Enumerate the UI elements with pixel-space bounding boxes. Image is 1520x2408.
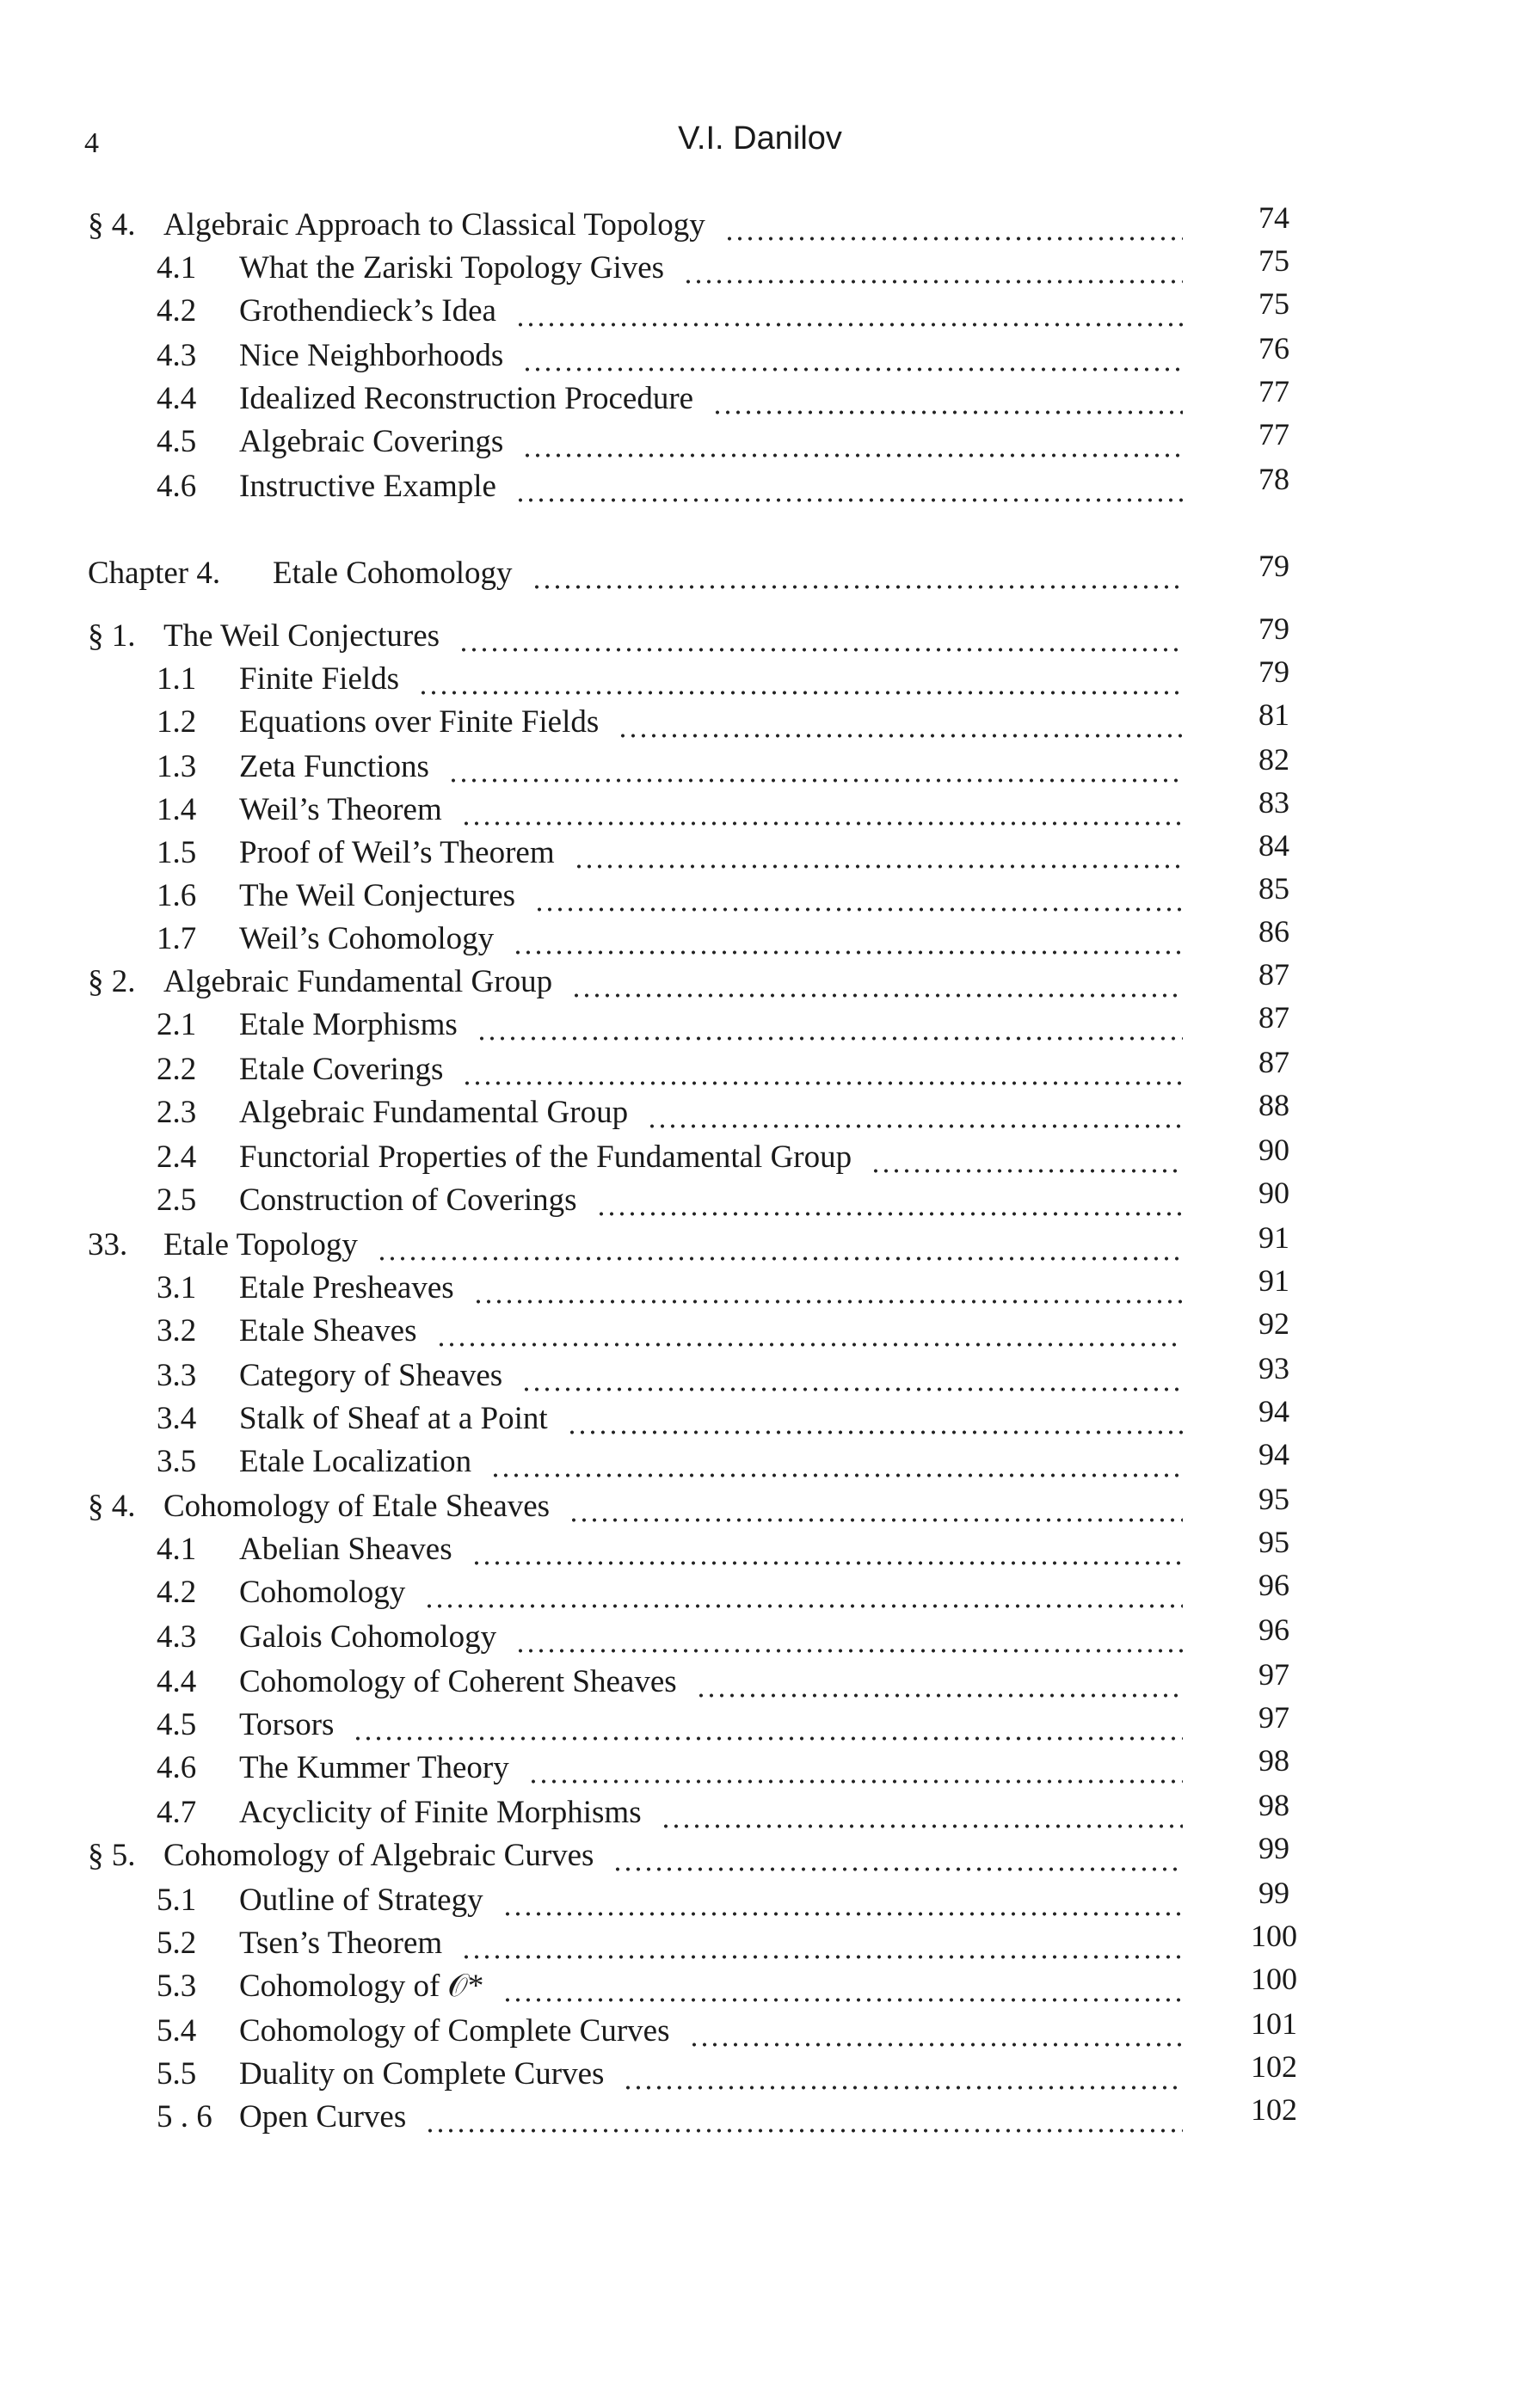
toc-entry-number: 2.1 (157, 1007, 197, 1042)
toc-entry-title: Etale Presheaves (239, 1270, 454, 1305)
toc-entry (0, 286, 1520, 335)
toc-dot-leader (623, 2086, 1183, 2090)
toc-entry-title: Tsen’s Theorem (239, 1926, 443, 1961)
toc-page-number: 102 (1251, 2092, 1297, 2127)
toc-entry-number: 3.5 (157, 1444, 197, 1479)
toc-dot-leader (618, 734, 1183, 738)
toc-page-number: 81 (1258, 697, 1289, 732)
toc-entry (0, 1088, 1520, 1137)
toc-entry-title: The Weil Conjectures (239, 878, 516, 913)
toc-entry-number: 4.4 (157, 1664, 197, 1699)
running-head: V.I. Danilov (678, 120, 842, 157)
toc-dot-leader (490, 1473, 1183, 1477)
toc-entry-number: 1.5 (157, 835, 197, 870)
toc-entry-number: 4.3 (157, 1619, 197, 1655)
toc-entry-number: 1.3 (157, 749, 197, 784)
toc-entry (0, 417, 1520, 466)
toc-dot-leader (458, 648, 1183, 652)
toc-dot-leader (515, 322, 1183, 327)
toc-entry-title: Duality on Complete Curves (239, 2056, 605, 2092)
toc-dot-leader (647, 1124, 1183, 1128)
toc-entry-number: 4.1 (157, 250, 197, 286)
toc-page-number: 79 (1258, 549, 1289, 583)
toc-entry-number: 1.1 (157, 661, 197, 697)
toc-dot-leader (522, 367, 1183, 372)
toc-entry-title: Cohomology of Algebraic Curves (163, 1838, 594, 1873)
toc-entry-title: Etale Sheaves (239, 1313, 417, 1348)
toc-dot-leader (567, 1430, 1183, 1434)
toc-page-number: 78 (1258, 462, 1289, 496)
toc-entry-number: 4.5 (157, 1707, 197, 1742)
toc-page-number: 95 (1258, 1482, 1289, 1516)
toc-entry-number: 5.1 (157, 1883, 197, 1918)
toc-entry-title: Nice Neighborhoods (239, 338, 504, 373)
toc-page-number: 97 (1258, 1700, 1289, 1735)
toc-entry-title: Galois Cohomology (239, 1619, 497, 1655)
toc-entry-number: 3.2 (157, 1313, 197, 1348)
toc-entry-title: What the Zariski Topology Gives (239, 250, 665, 286)
toc-entry-number: 5.4 (157, 2013, 197, 2049)
toc-page-number: 90 (1258, 1133, 1289, 1167)
toc-entry (0, 1437, 1520, 1486)
toc-entry (0, 1743, 1520, 1792)
toc-dot-leader (521, 1387, 1183, 1391)
toc-page-number: 98 (1258, 1788, 1289, 1822)
toc-dot-leader (461, 821, 1183, 826)
toc-entry-number: 3.3 (157, 1358, 197, 1393)
toc-entry-number: 3.1 (157, 1270, 197, 1305)
toc-page-number: 101 (1251, 2006, 1297, 2041)
toc-entry-number: 1.4 (157, 792, 197, 827)
toc-entry-number: § 1. (88, 618, 136, 654)
toc-entry-number: 5 . 6 (157, 2099, 212, 2135)
toc-dot-leader (683, 280, 1183, 284)
toc-page-number: 100 (1251, 1962, 1297, 1996)
toc-entry-title: Zeta Functions (239, 749, 429, 784)
toc-entry-number: 1.6 (157, 878, 197, 913)
toc-page-number: 88 (1258, 1088, 1289, 1122)
toc-page-number: 97 (1258, 1657, 1289, 1692)
toc-page-number: 87 (1258, 1045, 1289, 1079)
toc-dot-leader (712, 410, 1183, 415)
toc-entry-number: 3.4 (157, 1401, 197, 1436)
toc-entry-title: Proof of Weil’s Theorem (239, 835, 555, 870)
toc-entry-number: 2.4 (157, 1140, 197, 1175)
toc-entry-title: Algebraic Approach to Classical Topology (163, 207, 705, 243)
toc-entry-number: 4.4 (157, 381, 197, 416)
toc-page-number: 87 (1258, 957, 1289, 992)
toc-page-number: 83 (1258, 785, 1289, 820)
toc-entry-title: Etale Topology (163, 1227, 358, 1262)
toc-page-number: 94 (1258, 1437, 1289, 1471)
toc-page-number: 74 (1258, 200, 1289, 235)
toc-entry-number: 2.2 (157, 1052, 197, 1087)
toc-entry (0, 549, 1520, 598)
toc-entry-title: Cohomology (239, 1575, 406, 1610)
toc-dot-leader (612, 1867, 1183, 1871)
toc-entry-title: Algebraic Coverings (239, 424, 504, 459)
toc-entry-title: Cohomology of Complete Curves (239, 2013, 670, 2049)
toc-page-number: 75 (1258, 286, 1289, 321)
toc-entry-title: Open Curves (239, 2099, 407, 2135)
toc-dot-leader (574, 864, 1183, 869)
toc-dot-leader (473, 1299, 1183, 1304)
toc-entry-title: Category of Sheaves (239, 1358, 503, 1393)
toc-entry-number: 5.2 (157, 1926, 197, 1961)
toc-dot-leader (596, 1212, 1183, 1216)
toc-page-number: 77 (1258, 374, 1289, 408)
toc-dot-leader (377, 1256, 1183, 1261)
toc-page-number: 91 (1258, 1220, 1289, 1255)
toc-entry (0, 1568, 1520, 1617)
toc-dot-leader (871, 1169, 1183, 1173)
toc-entry (0, 1176, 1520, 1225)
toc-dot-leader (571, 993, 1183, 998)
toc-entry-title: Etale Cohomology (273, 556, 513, 591)
toc-page-number: 99 (1258, 1876, 1289, 1910)
toc-page-number: 90 (1258, 1176, 1289, 1210)
toc-entry-title: Cohomology of Coherent Sheaves (239, 1664, 677, 1699)
toc-dot-leader (724, 236, 1183, 241)
toc-dot-leader (448, 778, 1183, 783)
toc-entry-title: Construction of Coverings (239, 1182, 577, 1218)
toc-entry-number: 5.3 (157, 1969, 197, 2004)
toc-entry-title: Algebraic Fundamental Group (163, 964, 553, 999)
toc-page-number: 85 (1258, 871, 1289, 906)
toc-page-number: 79 (1258, 654, 1289, 689)
toc-entry-title: Etale Localization (239, 1444, 472, 1479)
toc-entry-number: Chapter 4. (88, 556, 221, 591)
toc-entry-title: Cohomology of 𝒪* (239, 1969, 484, 2004)
toc-page-number: 95 (1258, 1525, 1289, 1559)
toc-page-number: 77 (1258, 417, 1289, 452)
toc-entry-title: Weil’s Theorem (239, 792, 442, 827)
toc-entry-title: Etale Morphisms (239, 1007, 458, 1042)
toc-entry-number: 4.5 (157, 424, 197, 459)
toc-page-number: 94 (1258, 1394, 1289, 1428)
toc-dot-leader (477, 1036, 1183, 1041)
toc-entry (0, 1306, 1520, 1355)
toc-page-number: 76 (1258, 331, 1289, 366)
toc-dot-leader (534, 907, 1183, 912)
toc-entry (0, 462, 1520, 511)
toc-entry-number: 33. (88, 1227, 128, 1262)
toc-dot-leader (425, 2128, 1183, 2133)
toc-entry-number: 4.2 (157, 1575, 197, 1610)
toc-entry-title: Idealized Reconstruction Procedure (239, 381, 694, 416)
toc-dot-leader (515, 1649, 1183, 1653)
toc-entry (0, 1962, 1520, 2011)
toc-page-number: 102 (1251, 2049, 1297, 2084)
toc-entry-number: 4.3 (157, 338, 197, 373)
toc-entry-number: 4.7 (157, 1795, 197, 1830)
toc-page-number: 82 (1258, 742, 1289, 777)
toc-dot-leader (689, 2042, 1183, 2047)
toc-entry-title: Algebraic Fundamental Group (239, 1095, 629, 1130)
toc-entry-number: 5.5 (157, 2056, 197, 2092)
toc-entry-title: Equations over Finite Fields (239, 704, 600, 740)
toc-entry-title: Grothendieck’s Idea (239, 293, 496, 329)
toc-dot-leader (513, 950, 1183, 955)
toc-entry-title: The Kummer Theory (239, 1750, 509, 1785)
page-header (0, 120, 1520, 163)
toc-dot-leader (424, 1604, 1183, 1608)
toc-dot-leader (522, 453, 1183, 458)
toc-entry-title: Acyclicity of Finite Morphisms (239, 1795, 642, 1830)
toc-dot-leader (471, 1561, 1183, 1565)
toc-entry-title: Outline of Strategy (239, 1883, 483, 1918)
toc-entry-title: Instructive Example (239, 469, 496, 504)
toc-page-number: 79 (1258, 611, 1289, 646)
toc-entry-title: Abelian Sheaves (239, 1532, 452, 1567)
toc-page-number: 96 (1258, 1612, 1289, 1647)
toc-page-number: 86 (1258, 914, 1289, 949)
toc-entry-number: 1.7 (157, 921, 197, 956)
toc-dot-leader (353, 1736, 1183, 1741)
toc-dot-leader (462, 1081, 1183, 1085)
toc-entry-number: 1.2 (157, 704, 197, 740)
toc-page-number: 75 (1258, 243, 1289, 278)
toc-entry-number: 4.2 (157, 293, 197, 329)
toc-page-number: 100 (1251, 1919, 1297, 1953)
toc-entry-number: 4.6 (157, 469, 197, 504)
toc-dot-leader (569, 1518, 1183, 1522)
toc-entry-title: The Weil Conjectures (163, 618, 440, 654)
toc-entry-title: Cohomology of Etale Sheaves (163, 1489, 551, 1524)
toc-dot-leader (502, 1998, 1183, 2002)
toc-dot-leader (528, 1779, 1183, 1784)
toc-page-number: 84 (1258, 828, 1289, 863)
toc-page-number: 98 (1258, 1743, 1289, 1778)
page-number: 4 (84, 127, 99, 159)
toc-entry (0, 1612, 1520, 1662)
toc-entry-title: Etale Coverings (239, 1052, 444, 1087)
toc-entry-title: Torsors (239, 1707, 335, 1742)
toc-entry-number: 4.6 (157, 1750, 197, 1785)
toc-page-number: 93 (1258, 1351, 1289, 1385)
toc-entry-number: § 5. (88, 1838, 136, 1873)
toc-dot-leader (696, 1693, 1183, 1698)
toc-entry-title: Stalk of Sheaf at a Point (239, 1401, 548, 1436)
toc-dot-leader (461, 1955, 1183, 1959)
toc-entry-number: 2.5 (157, 1182, 197, 1218)
toc-entry (0, 697, 1520, 746)
toc-entry-title: Functorial Properties of the Fundamental Group (239, 1140, 852, 1175)
toc-dot-leader (515, 498, 1183, 502)
toc-dot-leader (502, 1912, 1183, 1916)
toc-page-number: 99 (1258, 1831, 1289, 1865)
toc-entry (0, 1000, 1520, 1049)
toc-dot-leader (661, 1824, 1183, 1828)
toc-page-number: 87 (1258, 1000, 1289, 1035)
toc-dot-leader (418, 691, 1183, 695)
toc-entry-number: § 4. (88, 1489, 136, 1524)
toc-dot-leader (532, 585, 1183, 589)
toc-entry-title: Weil’s Cohomology (239, 921, 495, 956)
toc-page-number: 91 (1258, 1263, 1289, 1298)
toc-page-number: 92 (1258, 1306, 1289, 1341)
toc-entry (0, 1831, 1520, 1880)
toc-entry-title: Finite Fields (239, 661, 400, 697)
toc-entry (0, 2092, 1520, 2141)
toc-entry-number: § 4. (88, 207, 136, 243)
toc-dot-leader (436, 1342, 1183, 1347)
toc-entry-number: 4.1 (157, 1532, 197, 1567)
toc-entry-number: § 2. (88, 964, 136, 999)
toc-entry-number: 2.3 (157, 1095, 197, 1130)
toc-page-number: 96 (1258, 1568, 1289, 1602)
